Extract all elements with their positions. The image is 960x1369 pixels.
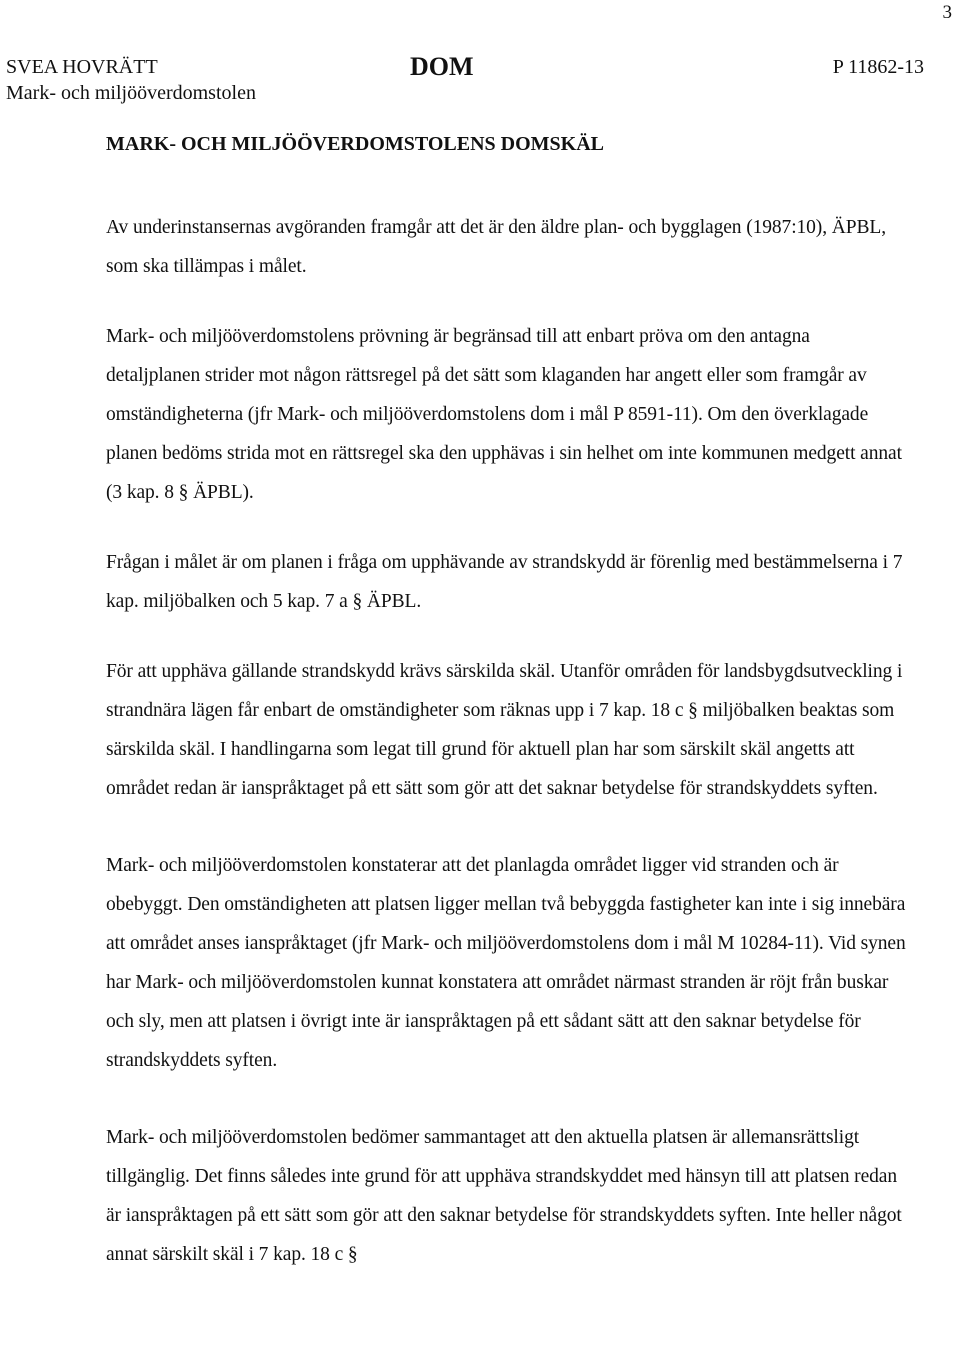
paragraph-court-finding: Mark- och miljööverdomstolen konstaterar att det planlagda området ligger vid stranden och är obebyggt. Den omständigheten att platsen ligger mellan två bebyggda fastigheter kan inte i sig innebära att området anses ianspråktaget (jfr Mark- och miljööverdomstolens dom i mål M 10284-11). Vid synen har Mark- och miljööverdomstolen kunnat konstatera att området närmast stranden är röjt från buskar och sly, men att platsen i övrigt inte är ianspråktagen på ett sådant sätt att den saknar betydelse för strandskyddets syften. bbox=[106, 855, 906, 1071]
court-name: SVEA HOVRÄTT bbox=[6, 56, 158, 78]
case-number: P 11862-13 bbox=[832, 56, 924, 78]
paragraph-question: Frågan i målet är om planen i fråga om upphävande av strandskydd är förenlig med bestämmelserna i 7 kap. miljöbalken och 5 kap. 7 a § ÄPBL. bbox=[106, 552, 903, 612]
document-body bbox=[106, 128, 906, 1312]
page-number: 3 bbox=[942, 2, 952, 23]
paragraph-special-reasons: För att upphäva gällande strandskydd krävs särskilda skäl. Utanför områden för landsbygdsutveckling i strandnära lägen får enbart de omständigheter som räknas upp i 7 kap. 18 c § miljöbalken beaktas som särskilda skäl. I handlingarna som legat till grund för aktuell plan har som särskilt skäl angetts att området redan är ianspråktaget på ett sätt som gör att det saknar betydelse för strandskyddets syften. bbox=[106, 661, 903, 799]
paragraph-applicable-law: Av underinstansernas avgöranden framgår att det är den äldre plan- och bygglagen (1987:10), ÄPBL, som ska tillämpas i målet. bbox=[106, 217, 886, 277]
court-division: Mark- och miljööverdomstolen bbox=[6, 82, 256, 104]
paragraph-scope-of-review: Mark- och miljööverdomstolens prövning är begränsad till att enbart pröva om den antagna detaljplanen strider mot någon rättsregel på det sätt som klaganden har angett eller som framgår av omständigheterna (jfr Mark- och miljööverdomstolens dom i mål P 8591-11). Om den överklagade planen bedöms strida mot en rättsregel ska den upphävas i sin helhet om inte kommunen medgett annat (3 kap. 8 § ÄPBL). bbox=[106, 326, 902, 503]
paragraph-assessment: Mark- och miljööverdomstolen bedömer sammantaget att den aktuella platsen är allemansrättsligt tillgänglig. Det finns således inte grund för att upphäva strandskyddet med hänsyn till att platsen redan är ianspråktagen på ett sätt som gör att den saknar betydelse för strandskyddets syften. Inte heller något annat särskilt skäl i 7 kap. 18 c § bbox=[106, 1127, 902, 1265]
document-type: DOM bbox=[410, 52, 474, 81]
document-header bbox=[6, 54, 924, 110]
section-heading: MARK- OCH MILJÖÖVERDOMSTOLENS DOMSKÄL bbox=[106, 133, 604, 155]
